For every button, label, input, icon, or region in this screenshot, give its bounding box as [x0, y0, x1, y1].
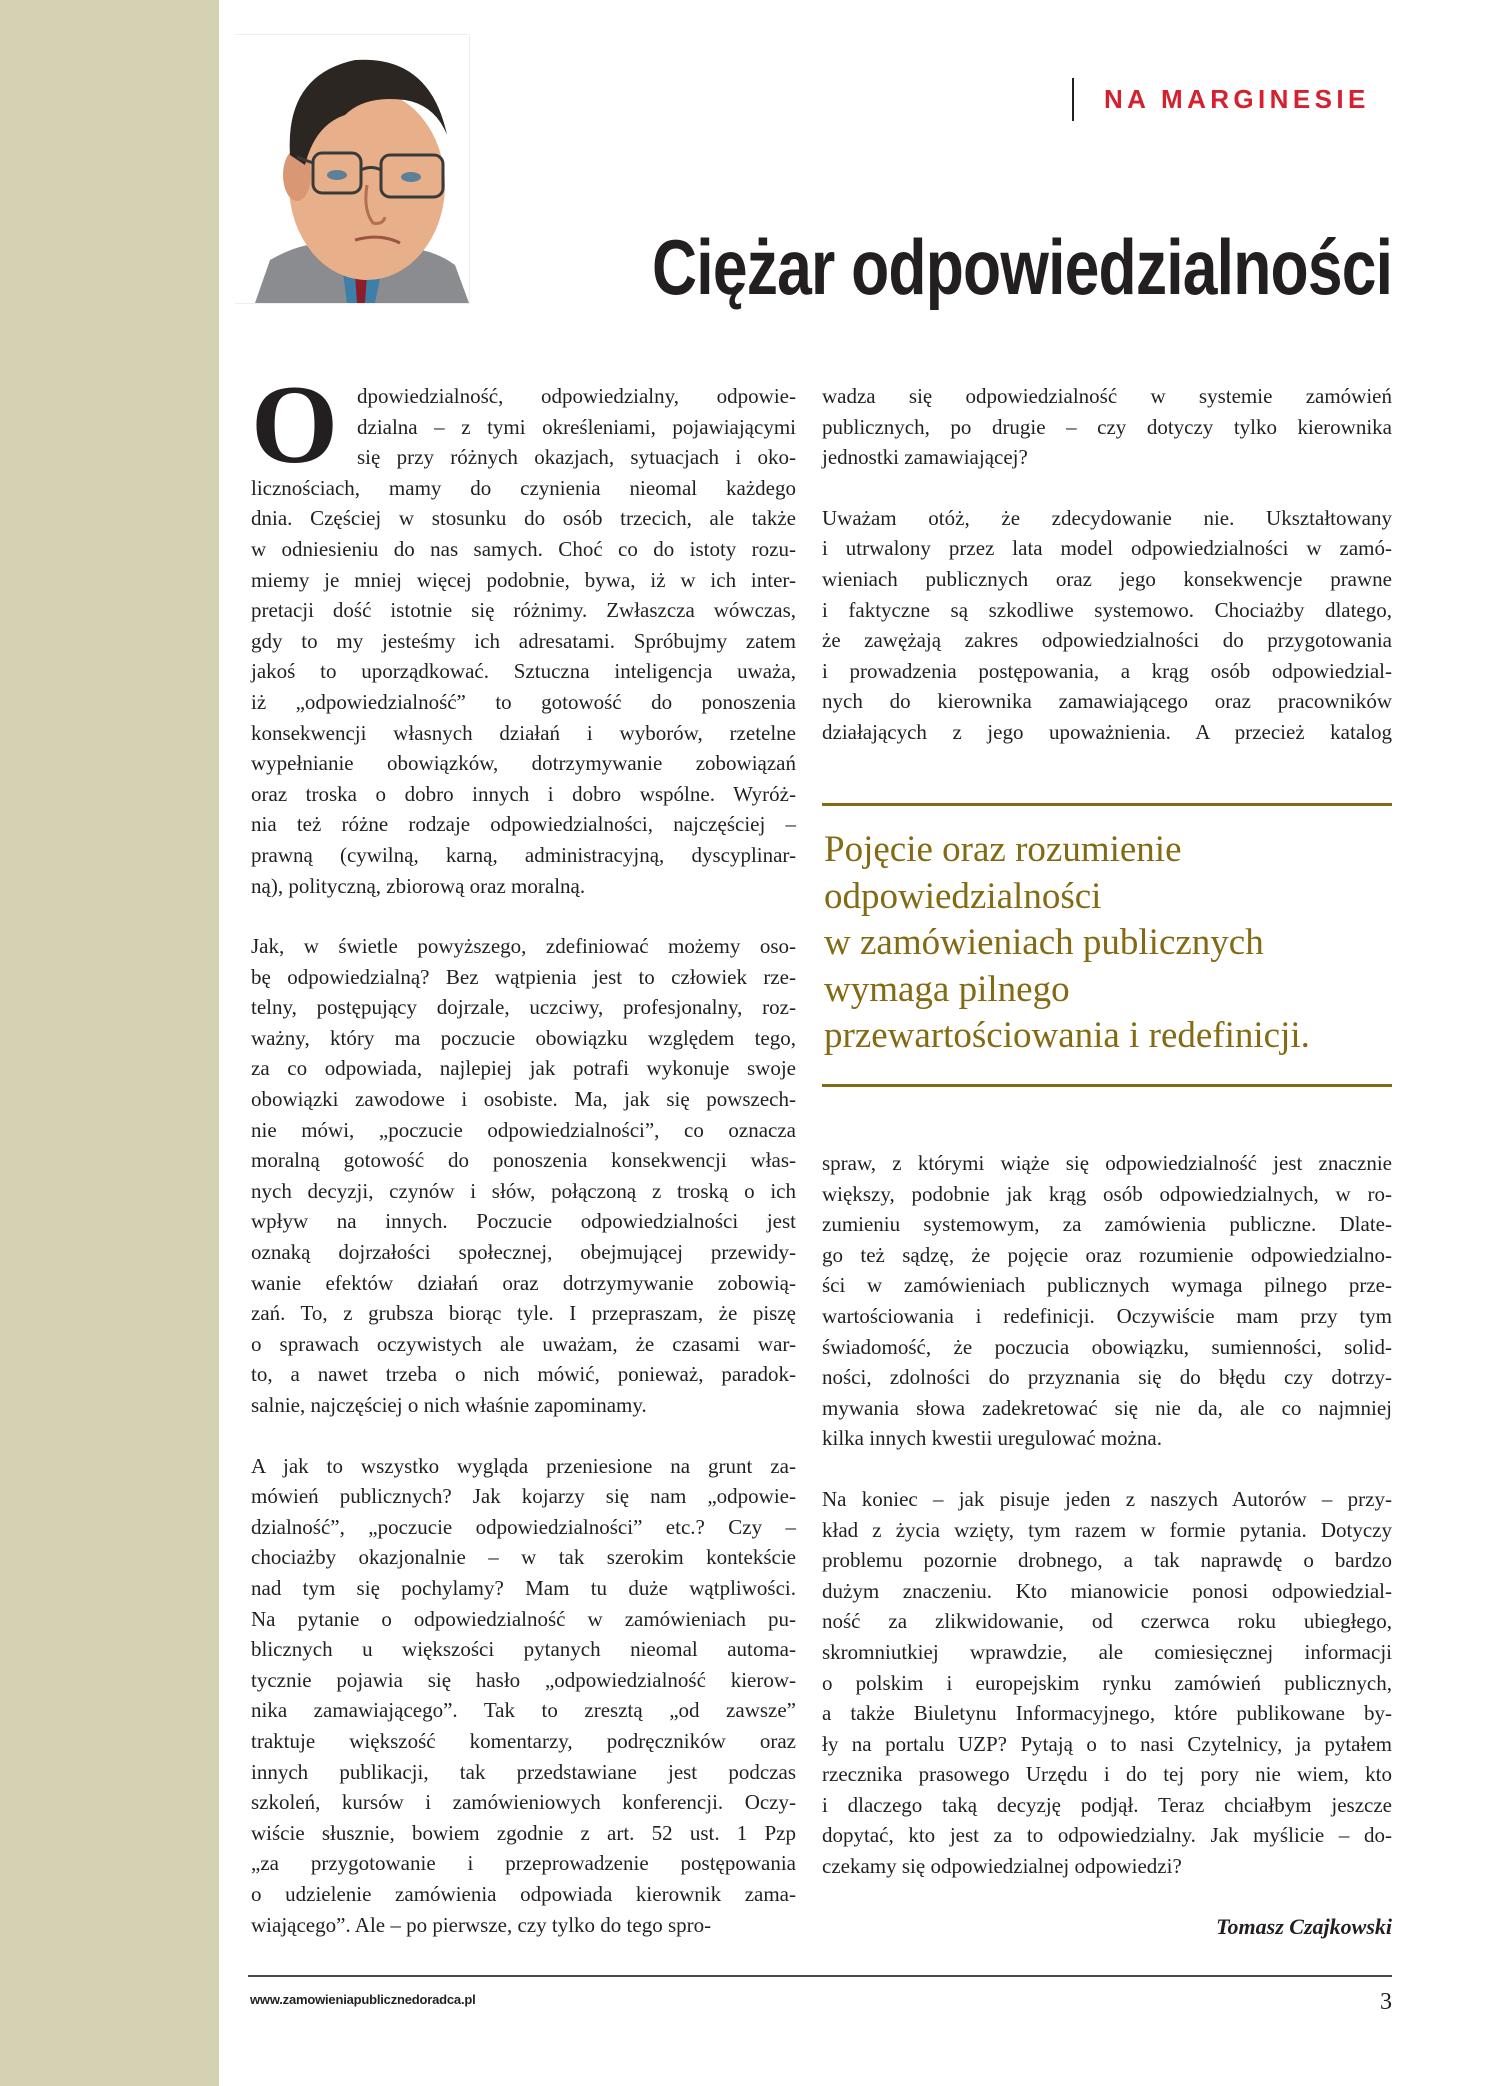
text-line: działających z jego upoważnienia. A przecież katalog [822, 719, 1392, 744]
text-line: nych decyzji, czynów i słów, połączoną z troską o ich [251, 1178, 796, 1203]
footer-website-link[interactable]: www.zamowieniapublicznedoradca.pl [250, 1992, 476, 2007]
text-line: nych do kierownika zamawiającego oraz pracowników [822, 689, 1392, 714]
section-label-text: NA MARGINESIE [1104, 84, 1370, 114]
left-column [251, 363, 796, 1970]
text-line: skromniutkiej wprawdzie, ale comiesięcznej informacji [822, 1639, 1392, 1664]
text-line: dopytać, kto jest za to odpowiedzialny. Jak myślicie – do- [822, 1823, 1392, 1848]
text-line: ści w zamówieniach publicznych wymaga pilnego prze- [822, 1273, 1392, 1298]
text-line: ności, zdolności do przyznania się do błędu czy dotrzy- [822, 1365, 1392, 1390]
drop-cap: O [251, 363, 339, 487]
text-line: dzialna – z tymi określeniami, pojawiającymi [357, 414, 796, 439]
pull-quote-line: Pojęcie oraz rozumienie [824, 829, 1182, 870]
text-line: chociażby okazjonalnie – w tak szerokim kontekście [251, 1545, 796, 1570]
text-line: wanie efektów działań oraz dotrzymywanie zobowią- [251, 1270, 796, 1295]
text-line: wartościowania i redefinicji. Oczywiście mam przy tym [822, 1303, 1392, 1328]
text-line: i dlaczego taką decyzję podjął. Teraz chciałbym jeszcze [822, 1792, 1392, 1817]
text-line: telny, postępujący dojrzale, uczciwy, profesjonalny, roz- [251, 995, 796, 1020]
text-line: o polskim i europejskim rynku zamówień publicznych, [822, 1670, 1392, 1695]
paragraph [822, 1148, 1392, 1454]
paragraph [251, 1451, 796, 1941]
text-line: nika zamawiającego”. Tak to zresztą „od zawsze” [251, 1698, 796, 1723]
left-column-paragraphs [251, 363, 796, 1940]
text-line: wypełnianie obowiązków, dotrzymywanie zobowiązań [251, 751, 796, 776]
portrait-icon [235, 35, 469, 303]
pull-quote-line: w zamówieniach publicznych [824, 922, 1264, 963]
text-line: gdy to my jesteśmy ich adresatami. Spróbujmy zatem [251, 628, 796, 653]
text-line: szkoleń, kursów i zamówieniowych konferencji. Oczy- [251, 1790, 796, 1815]
text-line: jednostki zamawiającej? [822, 445, 1028, 470]
text-line: w odniesieniu do nas samych. Choć co do istoty rozu- [251, 536, 796, 561]
text-line: ność za zlikwidowanie, od czerwca roku ubiegłego, [822, 1609, 1392, 1634]
text-line: licznościach, mamy do czynienia nieomal każdego [251, 475, 796, 500]
pull-quote-line: przewartościowania i redefinicji. [824, 1015, 1310, 1056]
text-line: mywania słowa zadekretować się nie da, ale co najmniej [822, 1395, 1392, 1420]
pull-quote-text [824, 827, 1310, 1060]
text-line: ną), polityczną, zbiorową oraz moralną. [251, 873, 586, 898]
text-line: spraw, z którymi wiąże się odpowiedzialność jest znacznie [822, 1151, 1392, 1175]
paragraph [822, 1484, 1392, 1882]
text-line: o udzielenie zamówienia odpowiada kierownik zama- [251, 1881, 796, 1906]
text-line: innych publikacji, tak przedstawiane jest podczas [251, 1759, 796, 1784]
text-line: się przy różnych okazjach, sytuacjach i oko- [357, 445, 796, 470]
text-line: nia też różne rodzaje odpowiedzialności, najczęściej – [251, 812, 796, 837]
text-line: oznaką dojrzałości społecznej, obejmującej przewidy- [251, 1240, 796, 1265]
text-line: wiście słusznie, bowiem zgodnie z art. 52 ust. 1 Pzp [251, 1820, 796, 1845]
paragraph [822, 381, 1392, 473]
author-signature: Tomasz Czajkowski [1216, 1914, 1392, 1939]
text-line: wadza się odpowiedzialność w systemie zamówień [822, 384, 1392, 408]
text-line: Jak, w świetle powyższego, zdefiniować możemy oso- [251, 934, 796, 959]
text-line: że zawężają zakres odpowiedzialności do przygotowania [822, 628, 1392, 653]
text-line: dużym znaczeniu. Kto mianowicie ponosi odpowiedzial- [822, 1578, 1392, 1603]
text-line: zumieniu systemowym, za zamówienia publiczne. Dlate- [822, 1212, 1392, 1237]
text-line: go też sądzę, że pojęcie oraz rozumienie odpowiedzialno- [822, 1242, 1392, 1267]
section-label [1072, 78, 1370, 121]
text-line: większy, podobnie jak krąg osób odpowiedzialnych, w ro- [822, 1181, 1392, 1206]
right-column-bottom [822, 1148, 1392, 1912]
text-line: wpływ na innych. Poczucie odpowiedzialności jest [251, 1209, 796, 1234]
pull-quote-line: wymaga pilnego [824, 968, 1070, 1010]
text-line: zań. To, z grubsza biorąc tyle. I przepraszam, że piszę [251, 1301, 796, 1326]
text-line: nie mówi, „poczucie odpowiedzialności”, co oznacza [251, 1117, 796, 1142]
text-line: ważny, który ma poczucie obowiązku względem tego, [251, 1025, 796, 1050]
text-line: pretacji dość istotnie się różnimy. Zwłaszcza wówczas, [251, 598, 796, 623]
text-line: i faktyczne są szkodliwe systemowo. Chociażby dlatego, [822, 597, 1392, 622]
text-line: tycznie pojawia się hasło „odpowiedzialność kierow- [251, 1667, 796, 1692]
text-line: blicznych u większości pytanych nieomal automa- [251, 1637, 796, 1662]
text-line: za co odpowiada, najlepiej jak potrafi wykonuje swoje [251, 1056, 796, 1081]
text-line: problemu pozornie drobnego, a tak naprawdę o bardzo [822, 1548, 1392, 1573]
text-line: dzialność”, „poczucie odpowiedzialności” etc.? Czy – [251, 1514, 796, 1539]
right-column-top [822, 381, 1392, 778]
text-line: ły na portalu UZP? Pytają o to nasi Czytelnicy, ja pytałem [822, 1731, 1392, 1756]
right-column-top-paragraphs [822, 381, 1392, 748]
text-line: wiającego”. Ale – po pierwsze, czy tylko do tego spro- [251, 1912, 712, 1937]
text-line: świadomość, że poczucia obowiązku, sumienności, solid- [822, 1334, 1392, 1359]
text-line: konsekwencji własnych działań i wyborów, rzetelne [251, 720, 796, 745]
text-line: „za przygotowanie i przeprowadzenie postępowania [251, 1851, 796, 1876]
text-line: moralną gotowość do ponoszenia konsekwencji włas- [251, 1148, 796, 1173]
text-line: prawną (cywilną, karną, administracyjną, dyscyplinar- [251, 842, 796, 867]
text-line: nad tym się pochylamy? Mam tu duże wątpliwości. [251, 1575, 796, 1600]
decorative-sidebar [0, 0, 219, 2086]
text-line: Uważam otóż, że zdecydowanie nie. Ukształtowany [822, 505, 1392, 530]
text-line: o sprawach oczywistych ale uważam, że czasami war- [251, 1331, 796, 1356]
text-line: obowiązki zawodowe i osobiste. Ma, jak się powszech- [251, 1087, 796, 1112]
text-line: Na koniec – jak pisuje jeden z naszych Autorów – przy- [822, 1486, 1392, 1511]
text-line: miemy je mniej więcej podobnie, bywa, iż w ich inter- [251, 567, 796, 592]
text-line: jakoś to uporządkować. Sztuczna inteligencja uważa, [251, 659, 796, 684]
text-line: iż „odpowiedzialność” to gotowość do ponoszenia [251, 689, 796, 714]
text-line: salnie, najczęściej o nich właśnie zapominamy. [251, 1393, 647, 1417]
text-line: kilka innych kwestii uregulować można. [822, 1426, 1162, 1451]
text-line: dnia. Częściej w stosunku do osób trzecich, ale także [251, 506, 796, 531]
paragraph [822, 503, 1392, 748]
article-title: Ciężar odpowiedzialności [651, 223, 1392, 311]
text-line: i prowadzenia postępowania, a krąg osób odpowiedzial- [822, 658, 1392, 683]
text-line: A jak to wszystko wygląda przeniesione na grunt za- [251, 1453, 796, 1478]
text-line: rzecznika prasowego Urzędu i do tej pory nie wiem, kto [822, 1762, 1392, 1787]
text-line: publicznych, po drugie – czy dotyczy tylko kierownika [822, 414, 1392, 439]
right-column-bottom-paragraphs [822, 1148, 1392, 1882]
text-line: to, a nawet trzeba o nich mówić, ponieważ, paradok- [251, 1362, 796, 1387]
text-line: oraz troska o dobro innych i dobro wspólne. Wyróż- [251, 781, 796, 806]
footer-divider [248, 1975, 1392, 1977]
text-line: kład z życia wzięty, tym razem w formie pytania. Dotyczy [822, 1517, 1392, 1542]
page-number: 3 [1380, 1989, 1392, 2015]
pull-quote-line: odpowiedzialności [824, 875, 1102, 917]
text-line: mówień publicznych? Jak kojarzy się nam „odpowie- [251, 1484, 796, 1509]
text-line: czekamy się odpowiedzialnej odpowiedzi? [822, 1854, 1182, 1879]
text-line: a także Biuletynu Informacyjnego, które publikowane by- [822, 1701, 1392, 1726]
text-line: traktuje większość komentarzy, podręczników oraz [251, 1728, 796, 1753]
author-caricature-image [235, 34, 470, 304]
text-line: dpowiedzialność, odpowiedzialny, odpowie- [357, 384, 796, 408]
paragraph [251, 931, 796, 1421]
pull-quote [822, 803, 1392, 1087]
text-line: i utrwalony przez lata model odpowiedzialności w zamó- [822, 536, 1392, 561]
text-line: Na pytanie o odpowiedzialność w zamówieniach pu- [251, 1606, 796, 1631]
text-line: bę odpowiedzialną? Bez wątpienia jest to człowiek rze- [251, 964, 796, 989]
text-line: wieniach publicznych oraz jego konsekwencje prawne [822, 566, 1392, 591]
